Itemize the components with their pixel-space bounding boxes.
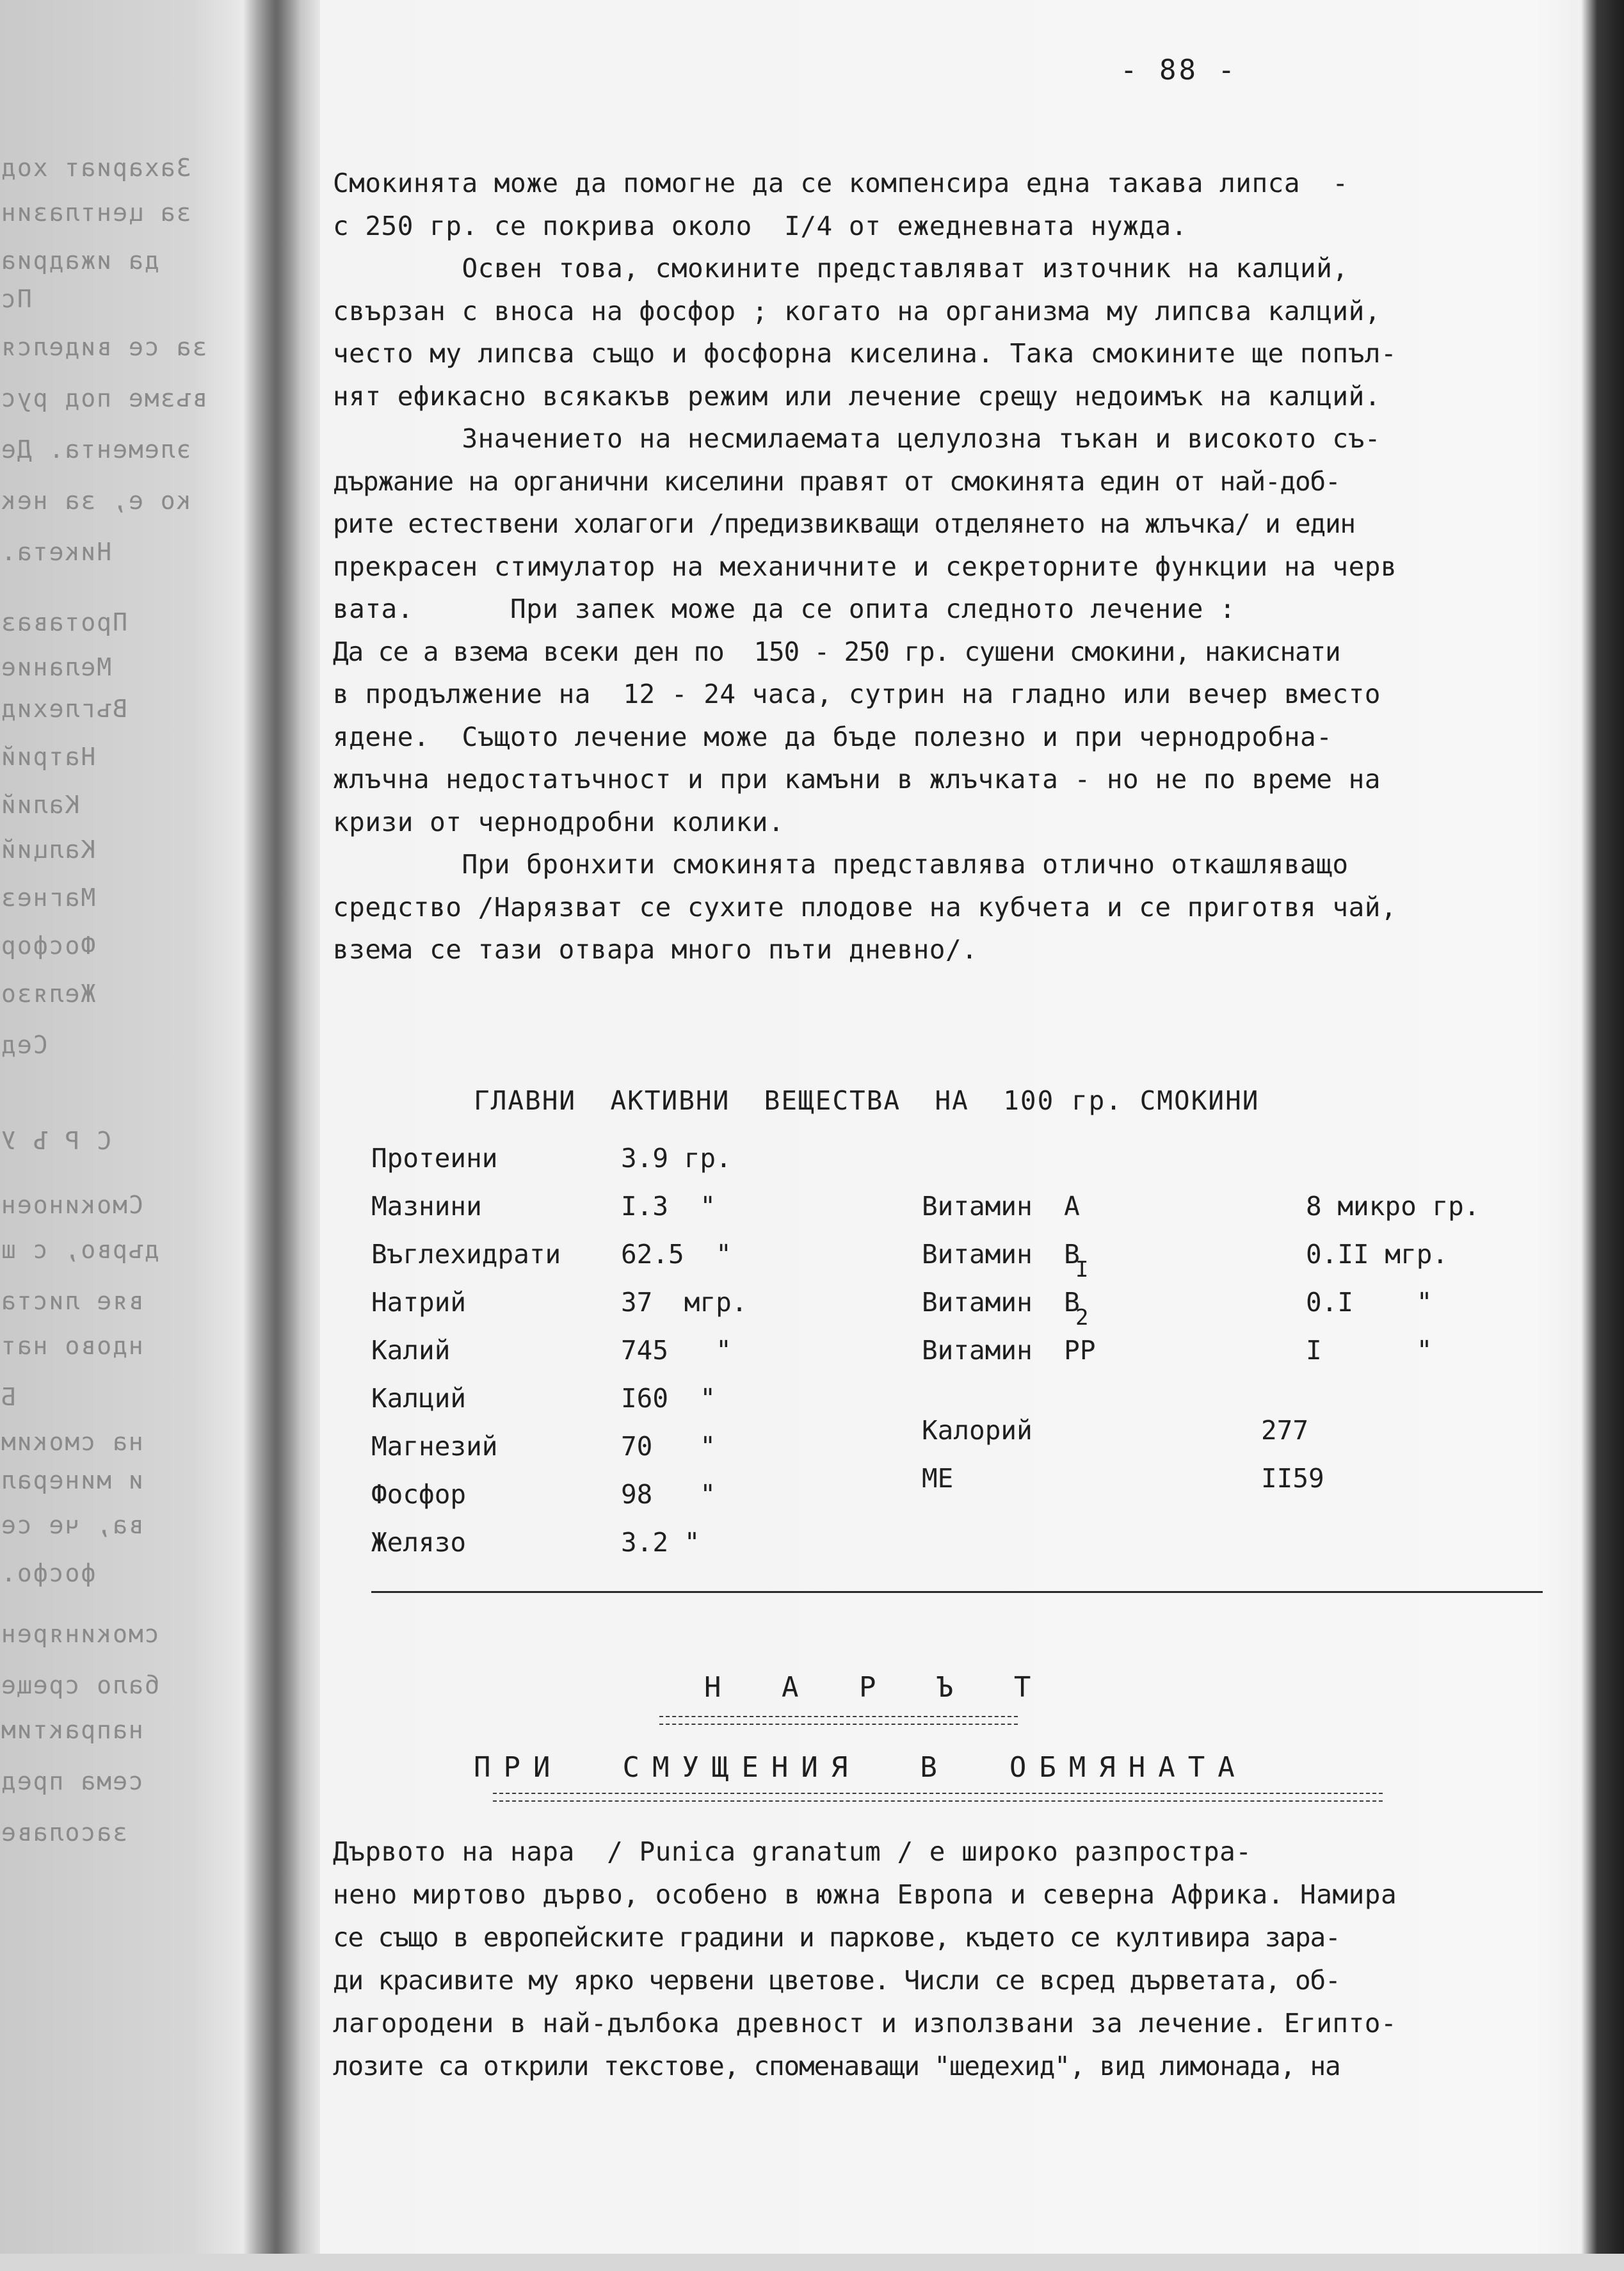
nutrient-name: Калций [371,1383,467,1414]
facing-page-fragment: фосфо. [0,1559,96,1587]
body-line: Да се а взема всеки ден по 150 - 250 гр. сушени смокини, накиснати [333,636,1340,667]
section-line: лозите са открили текстове, споменаващи "шедехид", вид лимонада, на [333,2051,1340,2081]
body-line: Смокинята може да помогне да се компенсира една такава липса - [333,168,1349,198]
nutrient-name: Натрий [371,1287,467,1318]
facing-page-fragment: Смокиноен [0,1191,143,1219]
vitamin-name: Калорий [922,1415,1033,1446]
body-line: свързан с вноса на фосфор ; когато на организма му липсва калций, [333,295,1381,327]
vitamin-name: Витамин B [922,1239,1080,1270]
facing-page-fragment: за се виделся [0,333,207,361]
facing-page-fragment: элемента. Де [0,435,191,464]
nutrient-value: 745 " [621,1335,732,1366]
nutrient-value: 37 мгр. [621,1287,748,1318]
facing-page-fragment: Никета. [0,538,112,566]
facing-page-fragment: С Р Ъ У [0,1127,112,1155]
vitamin-name: Витамин B [922,1287,1080,1318]
vitamin-name: Витамин А [922,1191,1080,1222]
vitamin-name: Витамин PP [922,1335,1096,1366]
body-line: средство /Нарязват се сухите плодове на кубчета и се приготвя чай, [333,891,1397,923]
facing-page-fragment: Калий [0,791,80,819]
facing-page-fragment: Желязо [0,980,96,1008]
body-line: често му липсва също и фосфорна киселина. Така смокините ще попъл- [333,338,1397,369]
facing-page-fragment: Въглехид [0,695,128,723]
facing-page-fragment: Захариат ход [0,154,191,182]
facing-page-fragment: и минерал [0,1466,143,1494]
facing-page-fragment: Б [0,1383,16,1411]
nutrient-name: Магнезий [371,1431,498,1462]
facing-page-fragment: сема пред [0,1767,143,1795]
vitamin-value: 277 [1261,1415,1309,1446]
body-line: При бронхити смокинята представлява отлично откашляващо [333,849,1349,880]
body-line: Значението на несмилаемата целулозна тъкан и високото съ- [333,423,1381,454]
body-line: с 250 гр. се покрива около I/4 от ежедневната нужда. [333,210,1187,241]
vitamin-name: МЕ [922,1463,954,1494]
facing-page-fragment: Протаваз [0,608,128,636]
facing-page-fragment: напрактим [0,1716,143,1744]
nutrient-value: I60 " [621,1383,716,1414]
section-subtitle: ПРИ СМУЩЕНИЯ В ОБМЯНАТА [474,1751,1248,1784]
section-line: Дървото на нара / Punica granatum / е широко разпростра- [333,1836,1252,1867]
vitamin-value: II59 [1261,1463,1324,1494]
nutrient-value: 3.9 гр. [621,1143,732,1174]
facing-page-fragment: Натрий [0,743,96,771]
facing-page-fragment: смокинярен [0,1620,159,1648]
body-line: в продължение на 12 - 24 часа, сутрин на гладно или вечер вместо [333,679,1381,709]
facing-page-fragment: Пс [0,285,32,313]
table-bottom-rule [371,1591,1543,1593]
nutrient-value: 70 " [621,1431,716,1462]
section-title-underline [659,1716,1018,1725]
section-title: Н А Р Ъ Т [704,1671,1053,1704]
nutrient-value: 98 " [621,1479,716,1510]
nutrient-value: I.3 " [621,1191,716,1222]
nutrient-name: Мазнини [371,1191,482,1222]
body-line: жлъчна недостатъчност и при камъни в жлъчката - но не по време на [333,764,1381,795]
book-gutter-shadow [243,0,320,2271]
facing-page-fragment: да ижадриа [0,246,159,275]
body-line: кризи от чернодробни колики. [333,806,785,837]
facing-page-fragment: за центлазин [0,198,191,227]
vitamin-subscript: I [1075,1257,1089,1282]
nutrient-name: Желязо [371,1527,467,1558]
facing-page-fragment: Фосфор [0,932,96,960]
body-line: държание на органични киселини правят от смокинята един от най-доб- [333,465,1340,497]
section-line: ди красивите му ярко червени цветове. Числи се всред дърветата, об- [333,1965,1340,1996]
facing-page-fragment: ко е, за нек [0,487,191,515]
nutrient-value: 62.5 " [621,1239,732,1270]
body-line: Освен това, смокините представляват източник на калций, [333,253,1349,284]
nutrient-name: Протеини [371,1143,498,1174]
facing-page-fragment: вяе листа [0,1287,143,1315]
nutrient-value: 3.2 " [621,1527,700,1558]
vitamin-value: 0.II мгр. [1306,1239,1449,1270]
nutrient-name: Въглехидрати [371,1239,561,1270]
facing-page-fragment: засолаве [0,1818,128,1847]
body-line: вата. При запек може да се опита следното лечение : [333,594,1236,624]
facing-page-fragment: ндово нат [0,1332,143,1360]
section-line: нено миртово дърво, особено в южна Европа и северна Африка. Намира [333,1879,1397,1910]
table-title: ГЛАВНИ АКТИВНИ ВЕЩЕСТВА НА 100 гр. СМОКИНИ [474,1085,1260,1116]
vitamin-value: 0.I " [1306,1287,1433,1318]
scan-bottom-edge [0,2254,1624,2271]
section-subtitle-underline [493,1793,1383,1802]
body-line: ядене. Същото лечение може да бъде полезно и при чернодробна- [333,721,1333,752]
body-line: взема се тази отвара много пъти дневно/. [333,934,978,965]
facing-page-fragment: на смоким [0,1428,143,1456]
facing-page-fragment: Калций [0,836,96,864]
body-line: рите естествени холагоги /предизвикващи отделянето на жлъчка/ и един [333,508,1355,539]
facing-page-fragment: възме под рус [0,384,207,412]
page-number: - 88 - [1120,54,1237,86]
vitamin-value: 8 микро гр. [1306,1191,1480,1222]
body-line: прекрасен стимулатор на механичните и секреторните функции на черв [333,551,1397,582]
body-line: нят ефикасно всякакъв режим или лечение срещу недоимък на калций. [333,380,1381,412]
document-page [320,0,1594,2254]
facing-page-fragment: Сед [0,1031,48,1059]
section-line: се също в европейските градини и паркове, където се култивира зара- [333,1922,1340,1953]
section-line: лагородени в най-дълбока древност и използвани за лечение. Египто- [333,2008,1397,2039]
nutrient-name: Калий [371,1335,451,1366]
facing-page-fragment: бало среще [0,1671,159,1699]
vitamin-value: I " [1306,1335,1433,1366]
vitamin-subscript: 2 [1075,1305,1089,1330]
facing-page-fragment: дърво, с ш [0,1236,159,1264]
facing-page-fragment: Магнез [0,884,96,912]
facing-page-fragment: Мелание [0,653,112,681]
nutrient-name: Фосфор [371,1479,467,1510]
facing-page-fragment: ва, че се [0,1511,143,1539]
